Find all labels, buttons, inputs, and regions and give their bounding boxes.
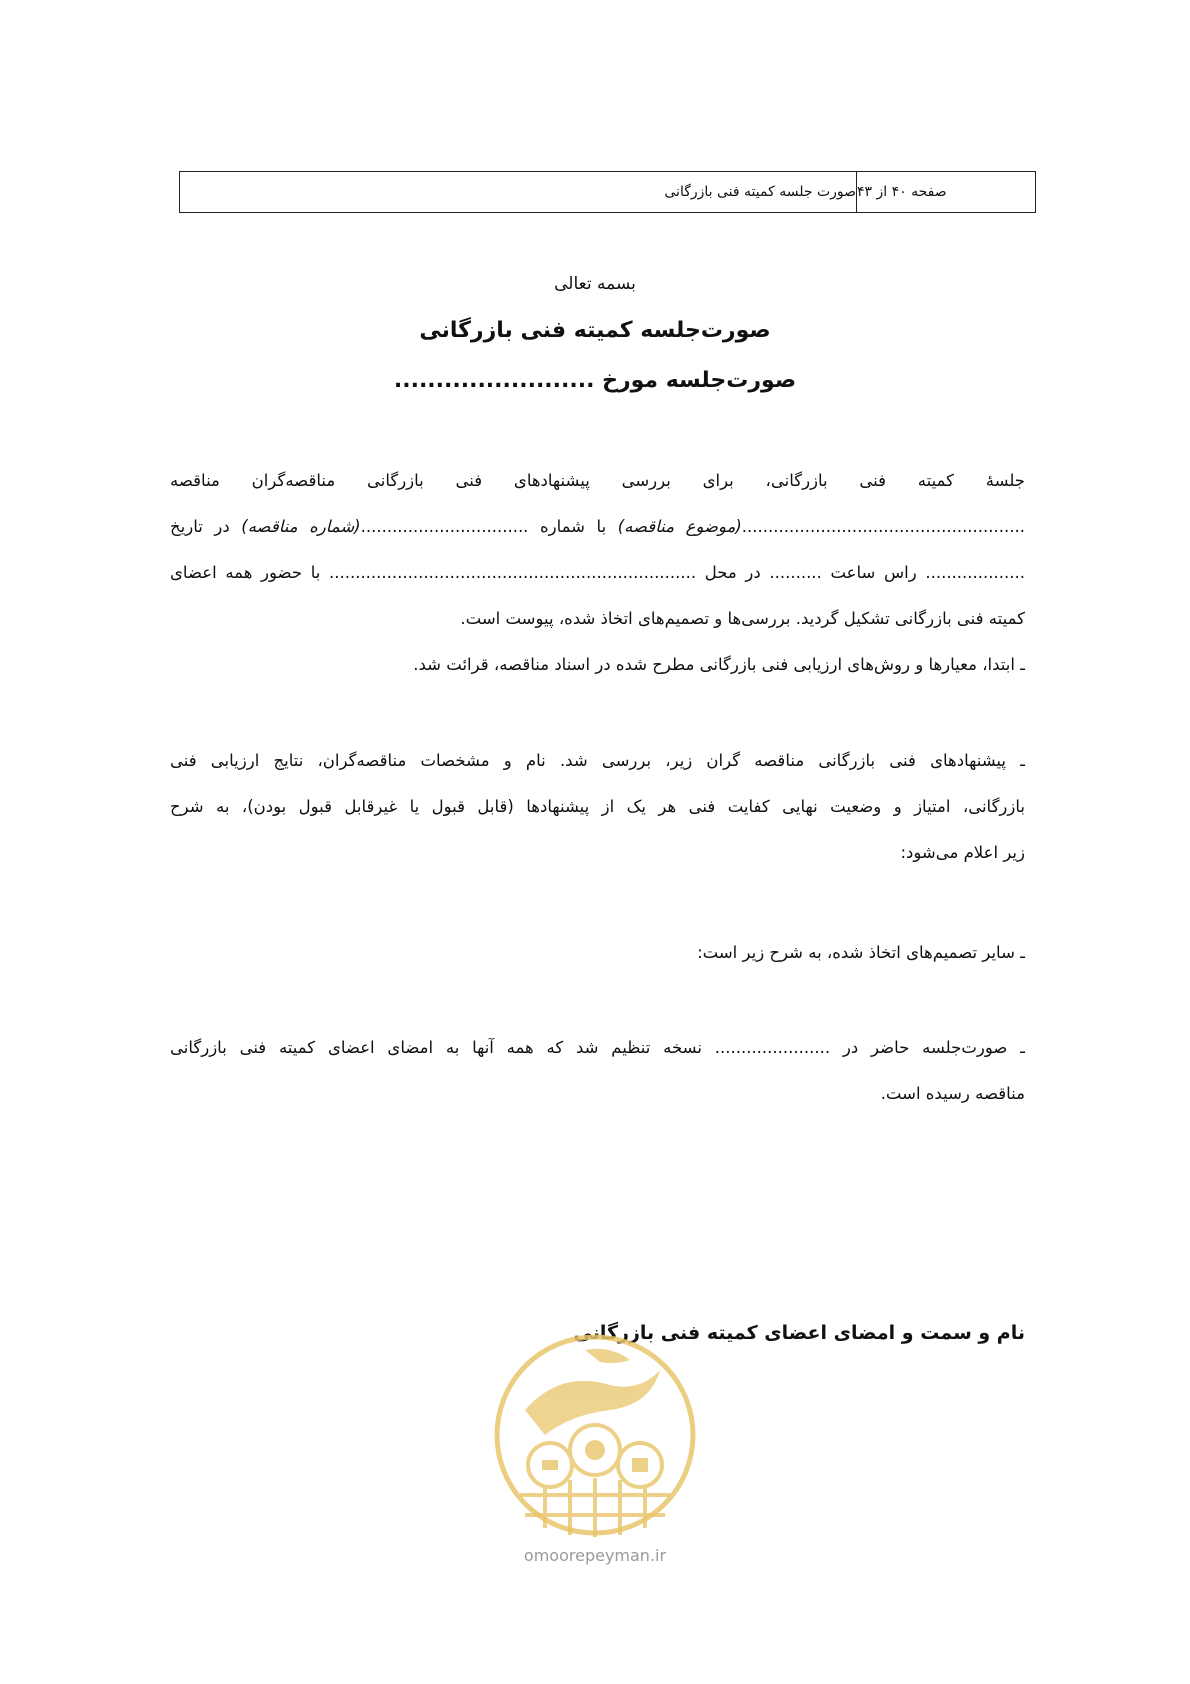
paragraph1-line3: ................... راس ساعت .......... در محل ...................................................................... با حضور همه اعضای (170, 563, 1025, 582)
paragraph-proposals-review (170, 738, 1025, 876)
paragraph4-line2: مناقصه رسیده است. (880, 1084, 1025, 1103)
date-text: در تاریخ (170, 517, 242, 536)
paragraph1-line1: جلسۀ کمیته فنی بازرگانی، برای بررسی پیشنهادهای فنی بازرگانی مناقصه‌گران مناقصه (170, 471, 1025, 490)
omoorepeyman-seal-icon (490, 1330, 700, 1540)
header-page-number: صفحه ۴۰ از ۴۳ (857, 184, 947, 200)
paragraph2-line3: زیر اعلام می‌شود: (900, 843, 1025, 862)
paragraph1-line5: ـ ابتدا، معیارها و روش‌های ارزیابی فنی بازرگانی مطرح شده در اسناد مناقصه، قرائت شد. (413, 655, 1025, 674)
paragraph-meeting-intro (170, 458, 1025, 688)
tender-number-text: با شماره ................................ (360, 517, 618, 536)
signatures-heading: نام و سمت و امضای اعضای کمیته فنی بازرگانی (573, 1322, 1025, 1344)
paragraph4-line1: ـ صورت‌جلسه حاضر در ...................... نسخه تنظیم شد که همه آنها به امضای اعضای کمیته فنی بازرگانی (170, 1038, 1025, 1057)
header-doc-title: صورت جلسه کمیته فنی بازرگانی (180, 172, 857, 212)
dots-tender-subject: ...................................................... (741, 517, 1026, 536)
paragraph-copies (170, 1025, 1025, 1117)
paragraph1-line4: کمیته فنی بازرگانی تشکیل گردید. بررسی‌ها و تصمیم‌های اتخاذ شده، پیوست است. (460, 609, 1025, 628)
header-box (179, 171, 1036, 213)
paragraph2-line2: بازرگانی، امتیاز و وضعیت نهایی کفایت فنی هر یک از پیشنهادها (قابل قبول یا غیرقابل قبول بودن)، به شرح (170, 797, 1025, 816)
tender-subject-hint: (موضوع مناقصه) (617, 517, 742, 536)
paragraph3-line1: ـ سایر تصمیم‌های اتخاذ شده، به شرح زیر است: (697, 943, 1025, 962)
paragraph2-line1: ـ پیشنهادهای فنی بازرگانی مناقصه گران زیر، بررسی شد. نام و مشخصات مناقصه‌گران، نتایج ارزیابی فنی (170, 751, 1025, 770)
tender-number-hint: (شماره مناقصه) (241, 517, 361, 536)
paragraph1-line2 (170, 504, 1025, 550)
bismillah: بسمه تعالی (554, 274, 636, 294)
watermark-website: omoorepeyman.ir (523, 1546, 667, 1565)
page-subtitle: صورت‌جلسه مورخ ........................ (393, 368, 797, 393)
paragraph-other-decisions (170, 930, 1025, 976)
page-title: صورت‌جلسه کمیته فنی بازرگانی (419, 318, 771, 343)
